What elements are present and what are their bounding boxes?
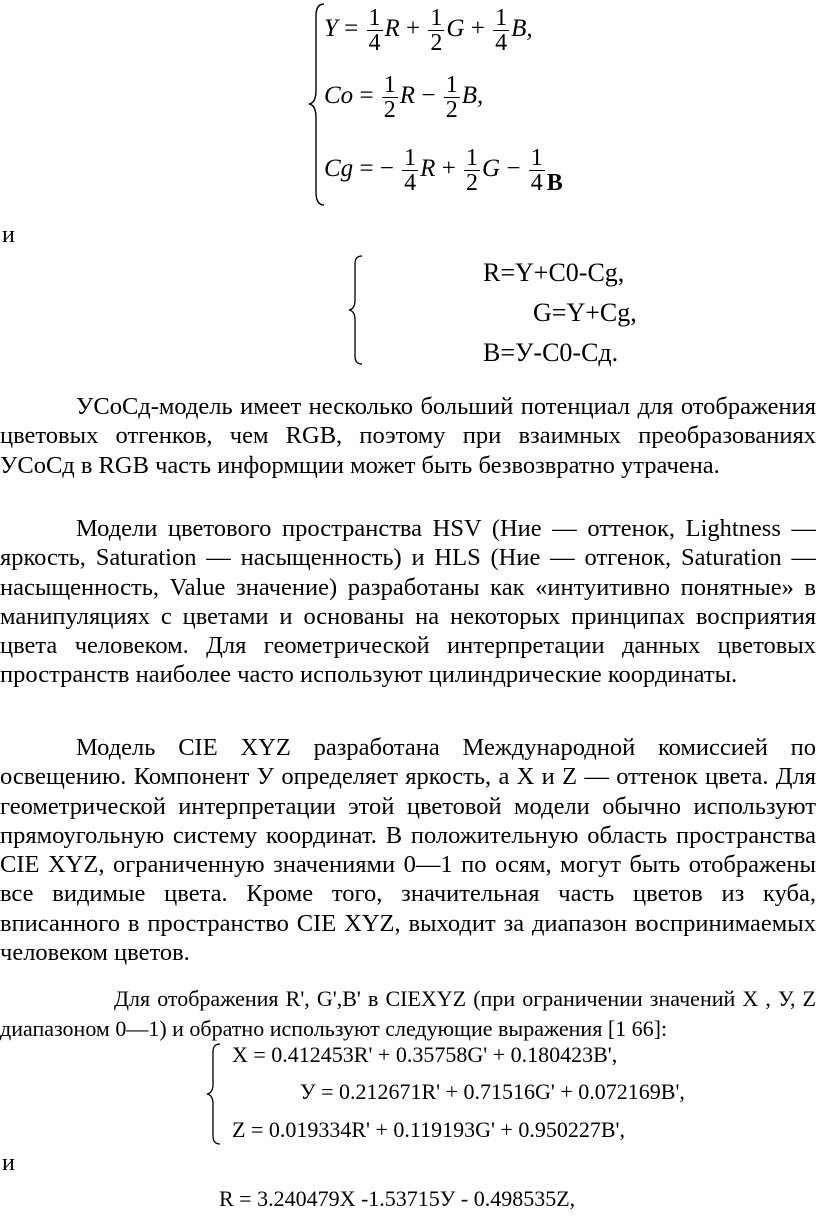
conjunction-and: и (2, 1150, 15, 1176)
fraction: $\frac{1}{2}$ (430, 5, 443, 56)
trailing-b: B (546, 170, 563, 197)
formula-rgb-to-xyz (200, 1038, 780, 1150)
left-brace (204, 1042, 222, 1146)
paragraph-conversion: Для отображения R', G',B' в CIEXYZ (при ограничении значений X , У, Z диапазоном 0—1) и обратно используют следующие выражения [1 66]: (0, 986, 816, 1041)
formula-line-co: Co = $\frac{1}{2}$ R − $\frac{1}{2}$ B, (324, 72, 484, 123)
formula-line-g: G=Y+Cg, (533, 298, 637, 327)
fraction: $\frac{1}{4}$ (368, 5, 381, 56)
left-brace (346, 254, 364, 366)
fraction: $\frac{1}{4}$ (530, 145, 543, 196)
formula-line-r: R=Y+C0-Cg, (483, 258, 625, 287)
conjunction-and: и (2, 222, 15, 248)
paragraph-hsv-hls: Модели цветового пространства HSV (Hие — оттенок, Lightness — яркость, Saturation — насыщенность) и HLS (Hие — отгенок, Saturation — насыщенность, Value значение) разработаны как «интуитивно понятные» в манипуляциях с цветами и основаны на некоторых принципах восприятия цвета человеком. Для геометрической интерпретации данных цветовых пространств наиболее часто используют цилиндрические координаты. (0, 515, 816, 689)
formula-ycocg (300, 0, 590, 215)
fraction: $\frac{1}{4}$ (404, 145, 417, 196)
formula-inverse (340, 248, 700, 370)
fraction: $\frac{1}{4}$ (495, 5, 508, 56)
fraction: $\frac{1}{2}$ (445, 72, 458, 123)
paragraph-cie-xyz: Модель CIE XYZ разработана Международной комиссией по освещению. Компонент У определяет яркость, а X и Z — оттенок цвета. Для геометрической интерпретации этой цветовой модели обычно используют прямоугольную систему координат. В положительную область пространства CIE XYZ, ограниченную значениями 0—1 по осям, могут быть отображены все видимые цвета. Кроме того, значительная часть цветов из куба, вписанного в пространство CIE XYZ, выходит за диапазон воспринимаемых человеком цветов. (0, 734, 816, 967)
fraction: $\frac{1}{2}$ (383, 72, 396, 123)
formula-r-from-xyz: R = 3.240479X -1.53715У - 0.498535Z, (219, 1186, 576, 1211)
formula-line-y: Y = $\frac{1}{4}$ R + $\frac{1}{2}$ G + $\frac{1}{4}$ B, (324, 5, 533, 56)
fraction: $\frac{1}{2}$ (466, 145, 479, 196)
formula-line-x: X = 0.412453R' + 0.35758G' + 0.180423B', (232, 1042, 618, 1067)
paragraph-ycocg: УCоCд-модель имеет несколько больший потенциал для отображения цветовых отгенков, чем RGB, поэтому при взаимных преобразованиях УCоCд в RGB часть информщии может быть безвозвратно утрачена. (0, 393, 816, 479)
formula-line-b: B=У-C0-Cд. (483, 338, 619, 367)
formula-line-cg: Cg = − $\frac{1}{4}$ R + $\frac{1}{2}$ G − $\frac{1}{4}$ B (324, 145, 563, 197)
left-brace (306, 2, 326, 207)
formula-line-y: У = 0.212671R' + 0.71516G' + 0.072169B', (300, 1079, 685, 1104)
formula-line-z: Z = 0.019334R' + 0.119193G' + 0.950227B', (232, 1117, 625, 1142)
